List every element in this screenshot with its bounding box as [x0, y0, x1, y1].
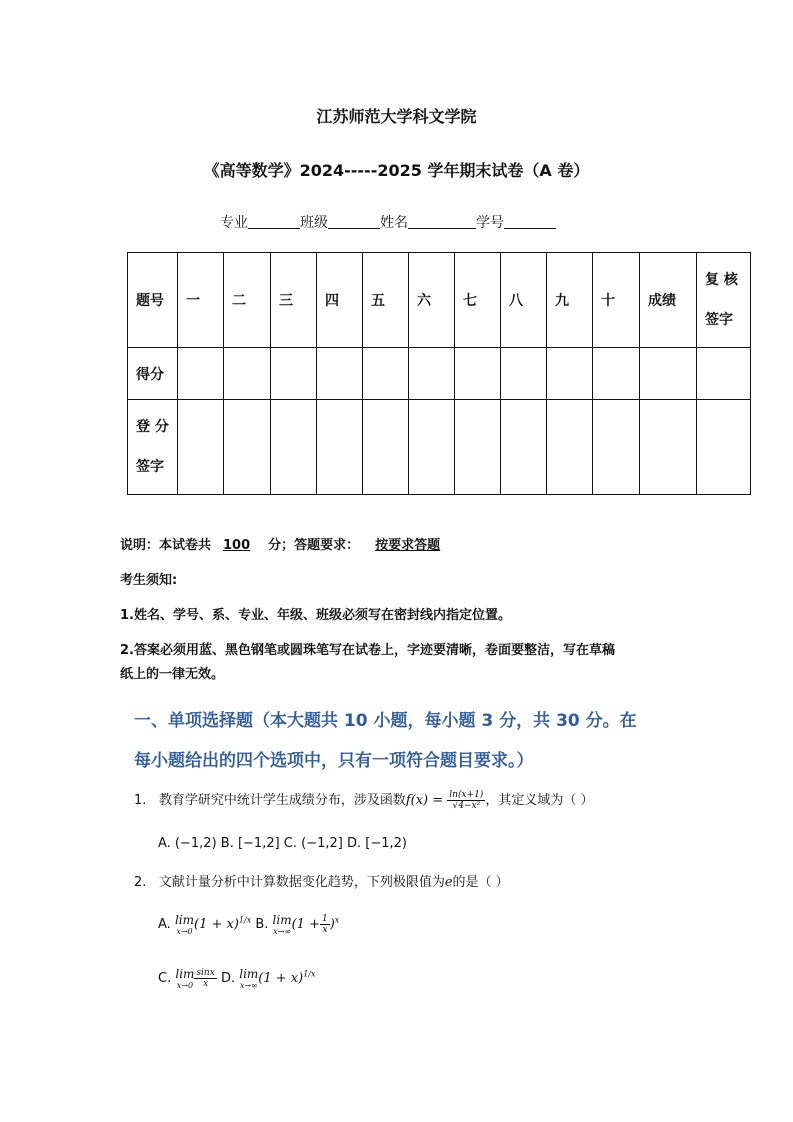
description-mid: 分；答题要求：	[268, 538, 360, 553]
student-id-label: 学号	[476, 215, 504, 231]
lim-word: lim	[175, 967, 195, 981]
score-cell[interactable]	[271, 348, 317, 400]
table-cell: 七	[455, 253, 501, 348]
table-cell: 十	[593, 253, 640, 348]
signature-cell[interactable]	[178, 400, 224, 495]
notice-heading: 考生须知:	[120, 573, 178, 588]
function-expr: f(x) =	[405, 793, 444, 808]
lim-subscript: x→∞	[239, 981, 258, 990]
signature-cell[interactable]	[455, 400, 501, 495]
question-1	[134, 789, 593, 811]
score-cell[interactable]	[501, 348, 547, 400]
euler-e: e	[444, 875, 453, 890]
limit	[175, 914, 194, 938]
lim-subscript: x→0	[176, 927, 193, 936]
review-line2: 签字	[705, 312, 733, 328]
signature-cell[interactable]	[547, 400, 593, 495]
table-cell: 得分	[128, 348, 178, 400]
question-2-options-cd	[158, 968, 316, 992]
notice-item-2a: 2.答案必须用蓝、黑色钢笔或圆珠笔写在试卷上，字迹要清晰，卷面要整洁，写在草稿	[120, 643, 615, 658]
table-cell: 一	[178, 253, 224, 348]
table-cell: 六	[409, 253, 455, 348]
option-label: A.	[158, 917, 171, 932]
score-cell[interactable]	[178, 348, 224, 400]
denominator: x	[203, 979, 209, 989]
exponent: x	[334, 915, 340, 925]
review-signature-header	[697, 253, 751, 348]
signature-cell[interactable]	[271, 400, 317, 495]
major-blank[interactable]	[248, 214, 300, 229]
table-cell: 题号	[128, 253, 178, 348]
limit-body: (1 + x)	[258, 971, 304, 986]
numerator: 1	[321, 914, 328, 924]
score-cell[interactable]	[409, 348, 455, 400]
table-cell	[128, 400, 178, 495]
major-label: 专业	[220, 215, 248, 231]
exam-title: 《高等数学》2024-----2025 学年期末试卷（A 卷）	[203, 161, 590, 180]
table-cell: 四	[317, 253, 363, 348]
recorder-line2: 签字	[136, 459, 164, 475]
limit-body: (1 + x)	[194, 917, 239, 932]
signature-cell[interactable]	[640, 400, 697, 495]
fraction	[320, 914, 330, 935]
table-cell: 五	[363, 253, 409, 348]
class-blank[interactable]	[328, 214, 380, 229]
limit	[273, 914, 292, 938]
question-text: 教育学研究中统计学生成绩分布，涉及函数	[158, 793, 406, 808]
signature-cell[interactable]	[593, 400, 640, 495]
name-label: 姓名	[380, 215, 408, 231]
score-table	[127, 252, 751, 495]
question-text-end: ，其定义域为（ ）	[485, 793, 594, 808]
lim-subscript: x→∞	[273, 927, 292, 936]
table-cell: 成绩	[640, 253, 697, 348]
score-row	[128, 348, 751, 400]
school-name: 江苏师范大学科文学院	[316, 107, 477, 126]
score-cell[interactable]	[547, 348, 593, 400]
numerator: ln(x+1)	[449, 790, 484, 800]
review-line1: 复 核	[705, 272, 738, 288]
signature-cell[interactable]	[697, 400, 751, 495]
description-prefix: 说明：本试卷共	[120, 538, 212, 553]
question-2-options-ab	[158, 914, 339, 938]
student-info-line	[220, 212, 556, 232]
denominator: √4−x²	[452, 801, 481, 811]
exam-description	[120, 534, 513, 553]
lim-word: lim	[174, 913, 194, 927]
class-label: 班级	[300, 215, 328, 231]
option-label: B.	[255, 917, 269, 932]
denominator: x	[322, 925, 328, 935]
total-score: 100	[223, 538, 251, 553]
recorder-signature-row	[128, 400, 751, 495]
signature-cell[interactable]	[363, 400, 409, 495]
answer-requirement: 按要求答题	[375, 538, 441, 553]
score-cell[interactable]	[363, 348, 409, 400]
question-number: 1.	[134, 793, 147, 808]
question-text-end: 的是（ ）	[452, 875, 509, 890]
signature-cell[interactable]	[224, 400, 271, 495]
question-text: 文献计量分析中计算数据变化趋势，下列极限值为	[158, 875, 445, 890]
score-cell[interactable]	[593, 348, 640, 400]
option-label: D.	[220, 971, 236, 986]
lim-word: lim	[272, 913, 292, 927]
fraction	[447, 790, 485, 811]
score-cell[interactable]	[317, 348, 363, 400]
signature-cell[interactable]	[409, 400, 455, 495]
section-heading-line1: 一、单项选择题（本大题共 10 小题，每小题 3 分，共 30 分。在	[134, 711, 637, 731]
limit-body-close: )	[329, 917, 335, 932]
exponent: 1/x	[303, 969, 316, 979]
student-id-blank[interactable]	[504, 214, 556, 229]
lim-word: lim	[239, 967, 259, 981]
limit	[239, 968, 258, 992]
lim-subscript: x→0	[176, 981, 194, 990]
notice-item-1: 1.姓名、学号、系、专业、年级、班级必须写在密封线内指定位置。	[120, 608, 511, 623]
score-cell[interactable]	[640, 348, 697, 400]
question-number: 2.	[134, 875, 147, 890]
recorder-line1: 登 分	[136, 419, 169, 435]
fraction	[194, 968, 216, 989]
signature-cell[interactable]	[501, 400, 547, 495]
signature-cell[interactable]	[317, 400, 363, 495]
table-cell: 九	[547, 253, 593, 348]
table-cell: 八	[501, 253, 547, 348]
name-blank[interactable]	[408, 214, 476, 229]
table-cell: 三	[271, 253, 317, 348]
question-2	[134, 871, 509, 890]
exponent: 1/x	[238, 915, 252, 925]
question-1-options: A. (−1,2) B. [−1,2] C. (−1,2] D. [−1,2)	[158, 836, 407, 851]
table-cell: 二	[224, 253, 271, 348]
score-cell[interactable]	[697, 348, 751, 400]
numerator: sinx	[196, 968, 215, 978]
limit	[175, 968, 194, 992]
score-cell[interactable]	[455, 348, 501, 400]
question-number-row	[128, 253, 751, 348]
section-heading-line2: 每小题给出的四个选项中，只有一项符合题目要求。）	[134, 751, 534, 771]
limit-body: (1 +	[291, 917, 320, 932]
notice-item-2b: 纸上的一律无效。	[120, 667, 225, 682]
option-label: C.	[158, 971, 172, 986]
score-cell[interactable]	[224, 348, 271, 400]
